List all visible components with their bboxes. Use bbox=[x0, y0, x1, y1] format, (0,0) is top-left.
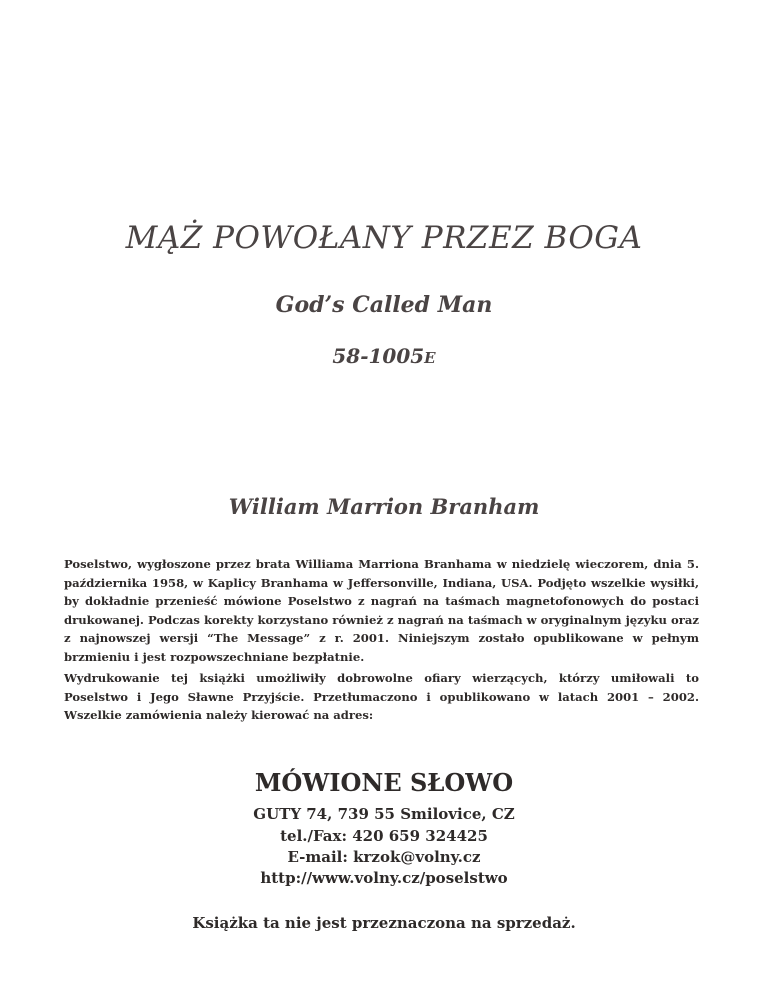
publisher-name: MÓWIONE SŁOWO bbox=[254, 768, 514, 797]
publisher-address: GUTY 74, 739 55 Smilovice, CZ bbox=[253, 805, 515, 823]
sermon-code bbox=[0, 342, 768, 372]
description-paragraph: Poselstwo, wygłoszone przez brata Williama Marriona Branhama w niedzielę wieczorem, dnia 5. października 1958, w Kaplicy Branhama w Jeffersonville, Indiana, USA. Podjęto wszelkie wysiłki, by dokładnie przenieść mówione Poselstwo z nagrań na taśmach magnetofonowych do postaci drukowanej. Podczas korekty korzystano również z nagrań na taśmach w oryginalnym języku oraz z najnowszej wersji “The Message” z r. 2001. Niniejszym zostało opublikowane w pełnym brzmieniu i jest rozpowszechniane bezpłatnie. bbox=[64, 557, 699, 664]
author-name: William Marrion Branham bbox=[228, 494, 540, 519]
donation-paragraph: Wydrukowanie tej książki umożliwiły dobrowolne ofiary wierzących, którzy umiłowali to Poselstwo i Jego Sławne Przyjście. Przetłumaczono i opublikowano w latach 2001 – 2002. Wszelkie zamówienia należy kierować na adres: bbox=[64, 671, 699, 723]
publisher-website: http://www.volny.cz/poselstwo bbox=[260, 869, 508, 887]
not-for-sale-notice: Książka ta nie jest przeznaczona na sprzedaż. bbox=[192, 914, 576, 932]
publisher-email: E-mail: krzok@volny.cz bbox=[287, 848, 481, 866]
sermon-code-suffix: E bbox=[424, 349, 436, 367]
sermon-code-number: 58-1005 bbox=[332, 344, 425, 368]
publisher-phone: tel./Fax: 420 659 324425 bbox=[280, 827, 488, 845]
document-title: MĄŻ POWOŁANY PRZEZ BOGA bbox=[125, 220, 643, 256]
document-subtitle: God’s Called Man bbox=[275, 292, 493, 318]
